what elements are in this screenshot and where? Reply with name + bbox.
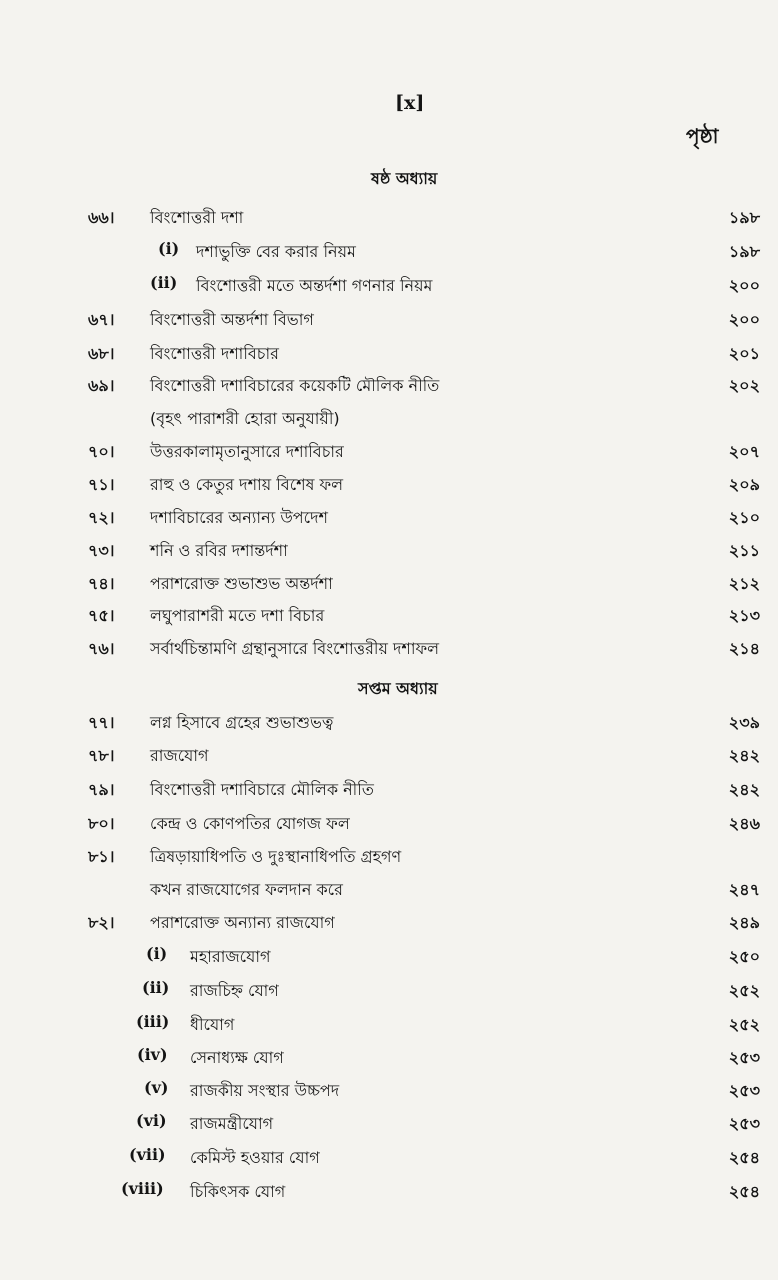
entry-page: ২৫৩ <box>728 1081 760 1100</box>
entry-title: রাহু ও কেতুর দশায় বিশেষ ফল <box>150 475 344 494</box>
entry-title: সর্বার্থচিন্তামণি গ্রন্থানুসারে বিংশোত্তরীয় দশাফল <box>150 639 440 658</box>
entry-subnumber: (i) <box>146 944 168 963</box>
entry-page: ২১২ <box>728 574 760 593</box>
entry-number: ৭৩। <box>88 541 115 560</box>
toc-entry <box>0 603 778 633</box>
entry-title: লগ্ন হিসাবে গ্রহের শুভাশুভত্ব <box>150 713 334 732</box>
entry-page: ২০০ <box>728 310 760 329</box>
entry-number: ৮০। <box>88 814 115 833</box>
toc-entry <box>0 472 778 502</box>
entry-page: ২৫৪ <box>728 1148 760 1167</box>
entry-title: উত্তরকালামৃতানুসারে দশাবিচার <box>150 442 344 461</box>
entry-number: ৭০। <box>88 442 115 461</box>
entry-title: কেমিস্ট হওয়ার যোগ <box>190 1148 320 1167</box>
entry-page: ২৪২ <box>728 746 760 765</box>
toc-entry <box>0 743 778 773</box>
toc-entry <box>0 1078 778 1108</box>
entry-number: ৭৬। <box>88 639 115 658</box>
entry-number: ৬৬। <box>88 208 115 227</box>
entry-title: রাজযোগ <box>150 746 209 765</box>
toc-entry <box>0 636 778 666</box>
toc-entry <box>0 1045 778 1075</box>
toc-entry <box>0 1145 778 1175</box>
entry-title: রাজমন্ত্রীযোগ <box>190 1114 274 1133</box>
entry-page: ২৫২ <box>728 981 760 1000</box>
entry-number: ৮১। <box>88 847 115 866</box>
entry-number: ৬৯। <box>88 376 115 395</box>
entry-title: দশাবিচারের অন্যান্য উপদেশ <box>150 508 328 527</box>
toc-entry <box>0 978 778 1008</box>
entry-subnumber: (i) <box>158 239 180 258</box>
entry-page: ২০০ <box>728 276 760 295</box>
entry-page: ২০১ <box>728 344 760 363</box>
entry-number: ৭২। <box>88 508 115 527</box>
entry-title: মহারাজযোগ <box>190 947 271 966</box>
toc-entry <box>0 1111 778 1141</box>
entry-title: ধীযোগ <box>190 1015 235 1034</box>
toc-entry <box>0 205 778 235</box>
entry-title: বিংশোত্তরী দশা <box>150 208 244 227</box>
entry-title: কেন্দ্র ও কোণপতির যোগজ ফল <box>150 814 350 833</box>
entry-number: ৭৫। <box>88 606 115 625</box>
entry-page: ২৪২ <box>728 780 760 799</box>
entry-number: ৭৯। <box>88 780 115 799</box>
entry-title: পরাশরোক্ত শুভাশুভ অন্তর্দশা <box>150 574 333 593</box>
toc-entry <box>0 307 778 337</box>
entry-number: ৬৮। <box>88 344 115 363</box>
chapter-heading: ষষ্ঠ অধ্যায় <box>371 169 438 188</box>
entry-title: ত্রিষড়ায়াধিপতি ও দুঃস্থানাধিপতি গ্রহগণ <box>150 847 402 866</box>
entry-number: ৭৪। <box>88 574 115 593</box>
entry-page: ২৪৬ <box>728 814 760 833</box>
toc-entry <box>0 844 778 874</box>
entry-page: ২০৯ <box>728 475 760 494</box>
entry-subnumber: (v) <box>144 1078 169 1097</box>
entry-subnumber: (ii) <box>142 978 170 997</box>
toc-entry <box>0 373 778 403</box>
toc-entry <box>0 505 778 535</box>
entry-title: বিংশোত্তরী অন্তর্দশা বিভাগ <box>150 310 314 329</box>
entry-title: কখন রাজযোগের ফলদান করে <box>150 880 343 899</box>
entry-page: ১৯৮ <box>728 208 760 227</box>
entry-page: ২১৪ <box>728 639 760 658</box>
toc-entry <box>0 538 778 568</box>
toc-entry <box>0 341 778 371</box>
entry-number: ৭৮। <box>88 746 115 765</box>
entry-subnumber: (viii) <box>121 1179 164 1198</box>
entry-title: পরাশরোক্ত অন্যান্য রাজযোগ <box>150 913 335 932</box>
entry-title: (বৃহৎ পারাশরী হোরা অনুযায়ী) <box>150 409 340 428</box>
toc-entry <box>0 877 778 907</box>
entry-title: রাজকীয় সংস্থার উচ্চপদ <box>190 1081 340 1100</box>
toc-entry <box>0 239 778 269</box>
entry-page: ২৩৯ <box>728 713 760 732</box>
entry-subnumber: (iv) <box>137 1045 168 1064</box>
toc-entry <box>0 1179 778 1209</box>
entry-page: ২৫৩ <box>728 1048 760 1067</box>
entry-number: ৭৭। <box>88 713 115 732</box>
entry-title: বিংশোত্তরী দশাবিচারে মৌলিক নীতি <box>150 780 374 799</box>
entry-subnumber: (ii) <box>150 273 178 292</box>
entry-page: ২১১ <box>728 541 760 560</box>
entry-page: ২০২ <box>728 376 760 395</box>
entry-subnumber: (vi) <box>136 1111 167 1130</box>
toc-entry <box>0 439 778 469</box>
entry-title: রাজচিহ্ন যোগ <box>190 981 279 1000</box>
chapter-heading: সপ্তম অধ্যায় <box>358 679 438 698</box>
entry-page: ২৫৪ <box>728 1182 760 1201</box>
entry-subnumber: (iii) <box>136 1012 170 1031</box>
entry-title: লঘুপারাশরী মতে দশা বিচার <box>150 606 325 625</box>
entry-page: ২১০ <box>728 508 760 527</box>
entry-title: বিংশোত্তরী মতে অন্তর্দশা গণনার নিয়ম <box>196 276 433 295</box>
entry-page: ২৫৩ <box>728 1114 760 1133</box>
toc-entry <box>0 710 778 740</box>
entry-page: ১৯৮ <box>728 242 760 261</box>
entry-number: ৮২। <box>88 913 115 932</box>
page-column-heading: পৃষ্ঠা <box>686 124 719 148</box>
entry-title: বিংশোত্তরী দশাবিচার <box>150 344 279 363</box>
entry-title: শনি ও রবির দশান্তর্দশা <box>150 541 288 560</box>
toc-entry <box>0 910 778 940</box>
toc-entry <box>0 1012 778 1042</box>
entry-subnumber: (vii) <box>129 1145 166 1164</box>
entry-page: ২৫০ <box>728 947 760 966</box>
entry-title: দশাভুক্তি বের করার নিয়ম <box>196 242 356 261</box>
entry-number: ৭১। <box>88 475 115 494</box>
entry-page: ২০৭ <box>728 442 760 461</box>
entry-page: ২৪৭ <box>728 880 760 899</box>
entry-page: ২৪৯ <box>728 913 760 932</box>
entry-title: চিকিৎসক যোগ <box>190 1182 286 1201</box>
entry-number: ৬৭। <box>88 310 115 329</box>
toc-entry <box>0 811 778 841</box>
entry-page: ২৫২ <box>728 1015 760 1034</box>
entry-title: সেনাধ্যক্ষ যোগ <box>190 1048 284 1067</box>
toc-entry <box>0 406 778 436</box>
entry-page: ২১৩ <box>728 606 760 625</box>
entry-title: বিংশোত্তরী দশাবিচারের কয়েকটি মৌলিক নীতি <box>150 376 440 395</box>
toc-entry <box>0 273 778 303</box>
page-number: [x] <box>395 92 425 114</box>
toc-entry <box>0 944 778 974</box>
toc-entry <box>0 777 778 807</box>
toc-entry <box>0 571 778 601</box>
